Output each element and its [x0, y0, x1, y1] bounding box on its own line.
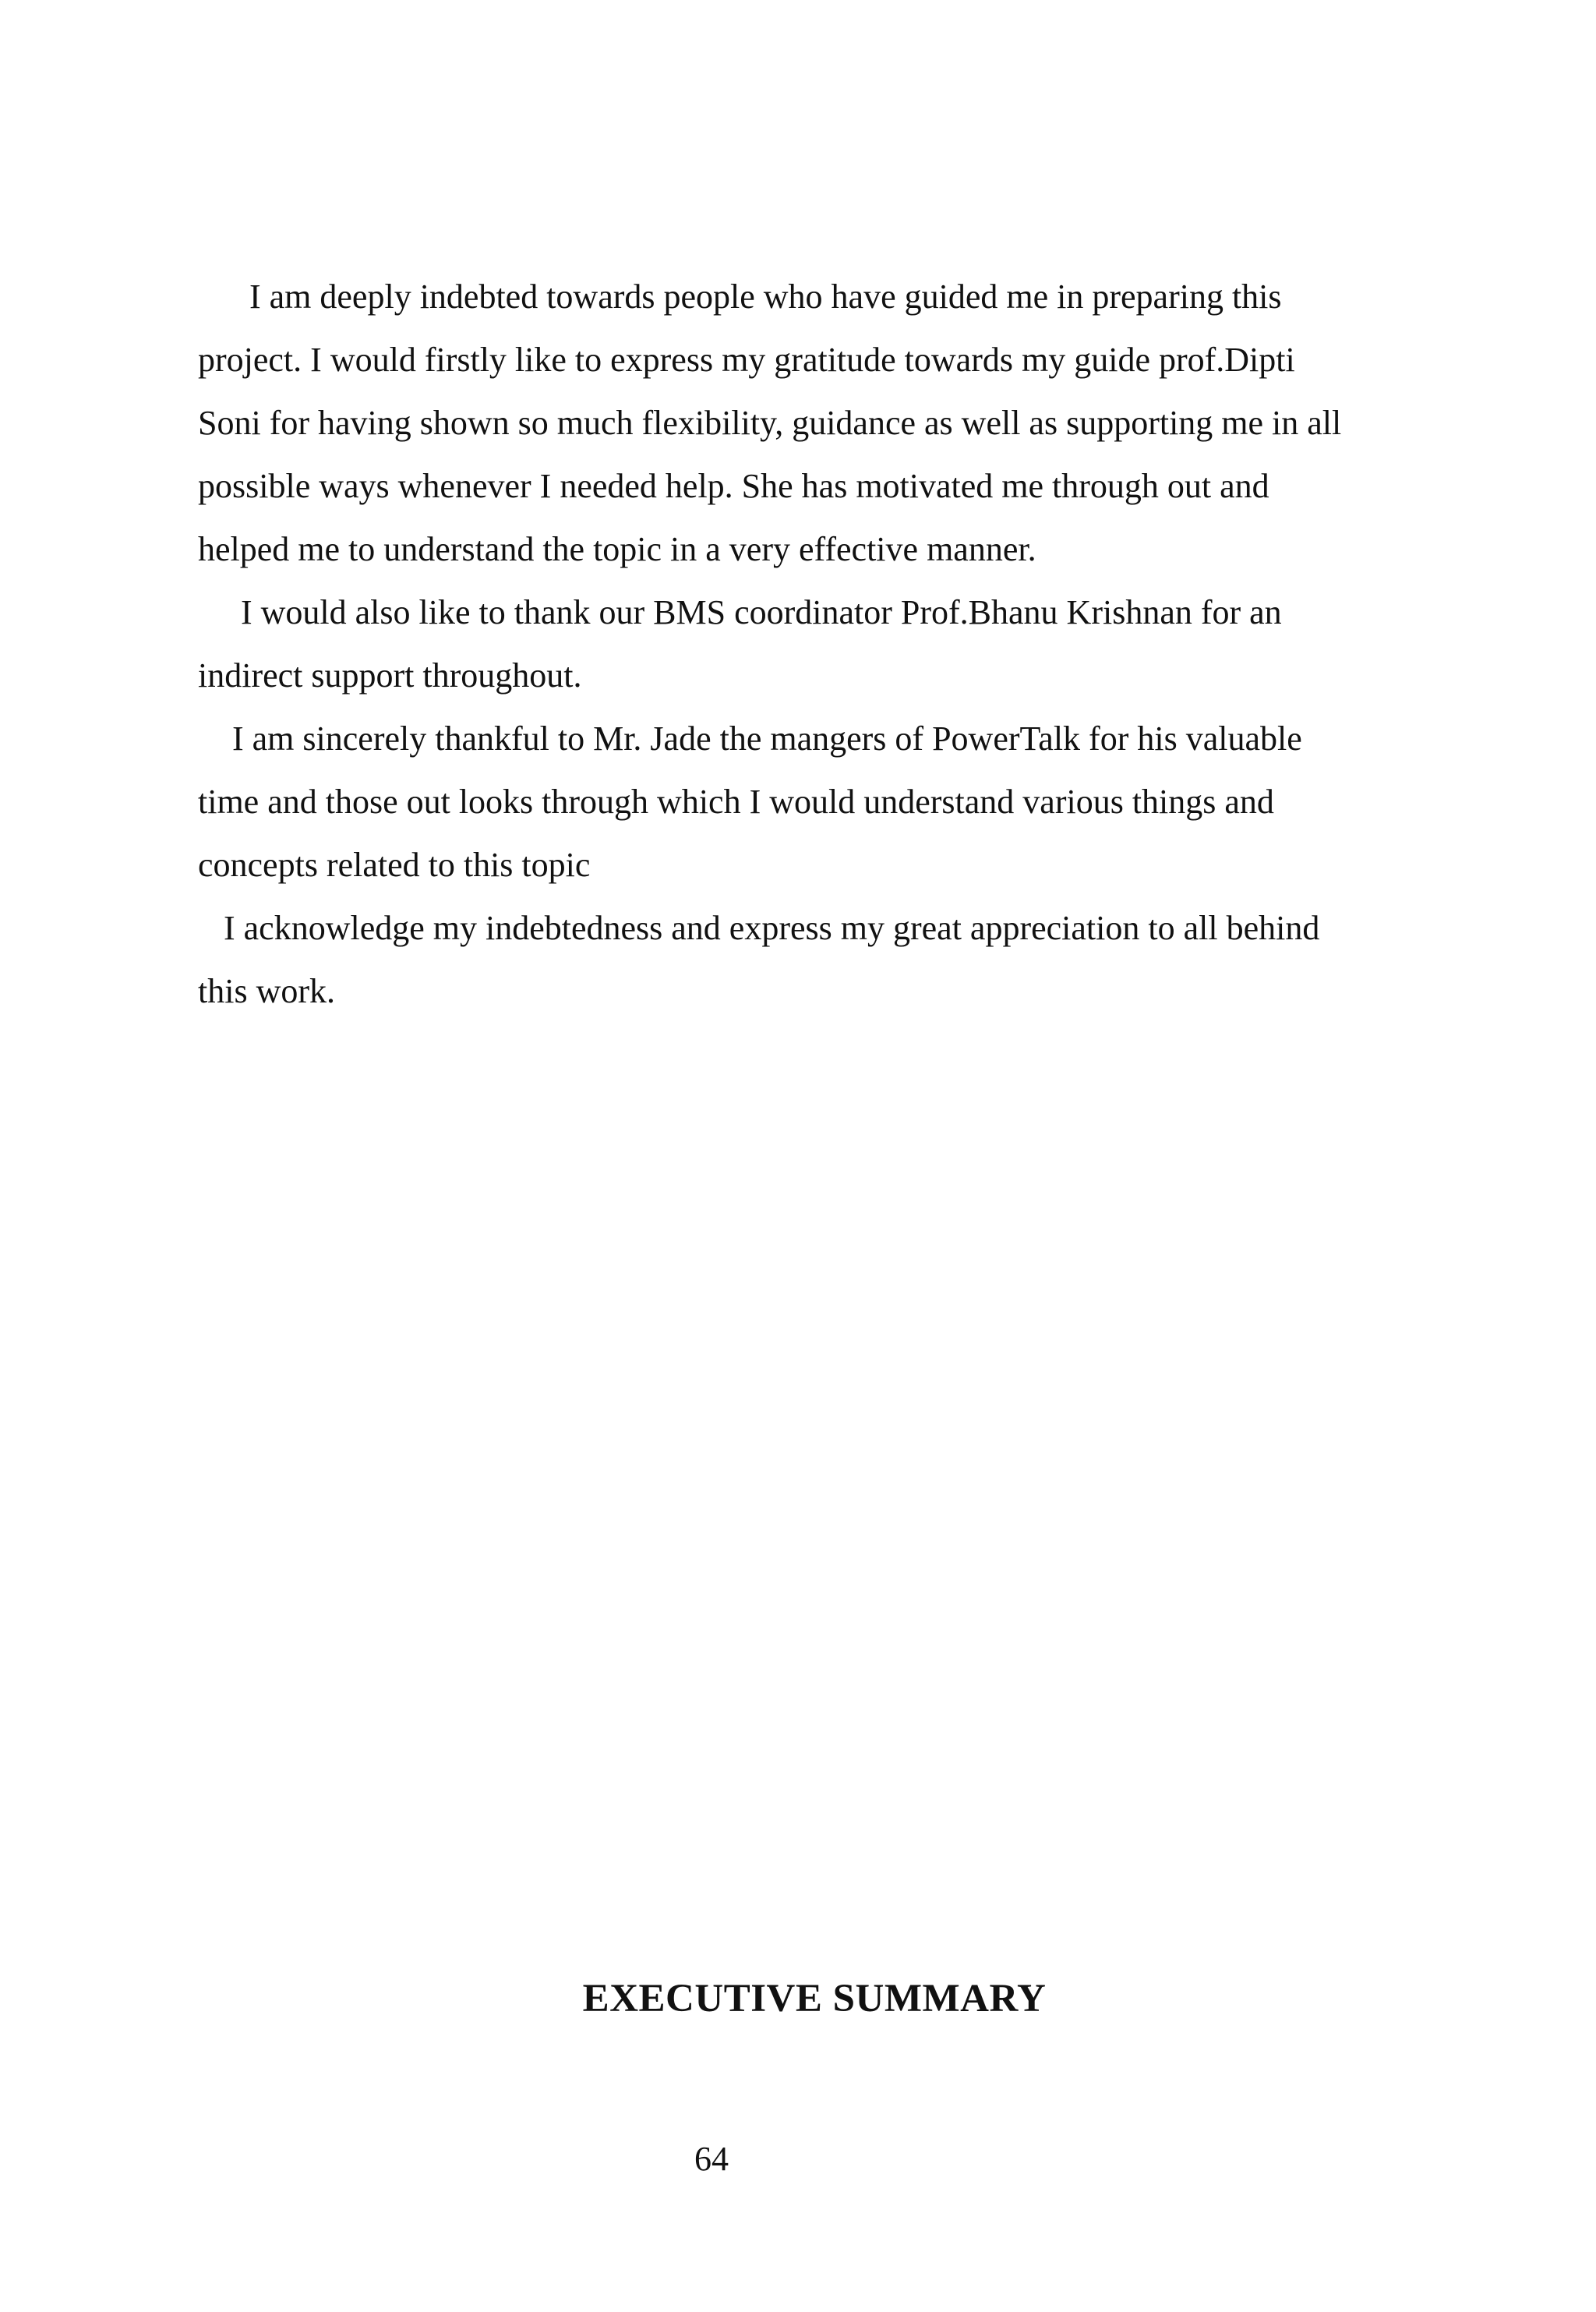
body-line: time and those out looks through which I would understand various things and	[198, 783, 1274, 821]
body-line: concepts related to this topic	[198, 846, 591, 884]
body-line: possible ways whenever I needed help. She has motivated me through out and	[198, 467, 1269, 505]
body-line: indirect support throughout.	[198, 656, 582, 695]
body-line: project. I would firstly like to express my gratitude towards my guide prof.Dipti	[198, 341, 1295, 379]
section-heading: EXECUTIVE SUMMARY	[582, 1977, 1047, 2020]
body-line: I acknowledge my indebtedness and express my great appreciation to all behind	[198, 909, 1320, 947]
page-number: 64	[694, 2140, 729, 2178]
body-line: Soni for having shown so much flexibility, guidance as well as supporting me in all	[198, 404, 1342, 442]
body-line: I would also like to thank our BMS coordinator Prof.Bhanu Krishnan for an	[198, 593, 1282, 631]
body-line: this work.	[198, 972, 335, 1010]
body-line: I am sincerely thankful to Mr. Jade the mangers of PowerTalk for his valuable	[198, 719, 1302, 758]
acknowledgement-body	[198, 265, 1445, 1023]
body-line: I am deeply indebted towards people who have guided me in preparing this	[198, 278, 1282, 316]
body-line: helped me to understand the topic in a very effective manner.	[198, 530, 1036, 568]
